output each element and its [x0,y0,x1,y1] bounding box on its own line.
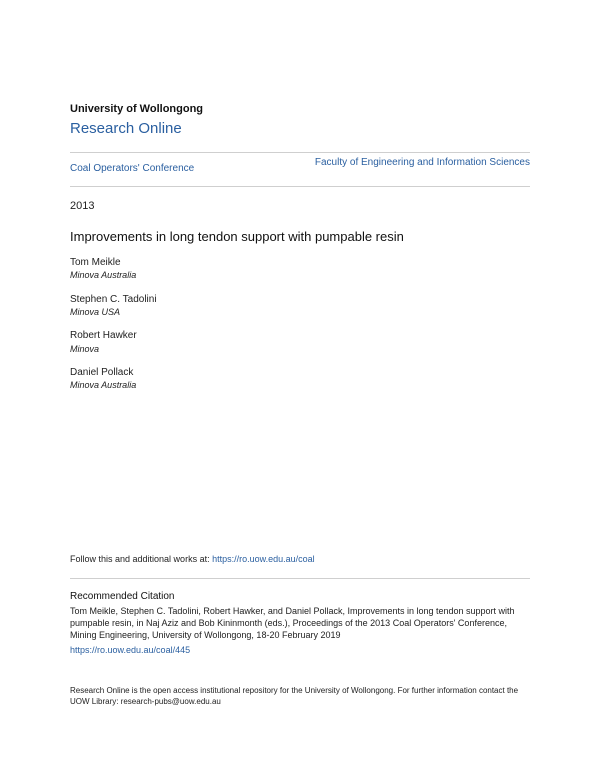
author-name: Daniel Pollack [70,367,134,378]
repository-footer: Research Online is the open access institutional repository for the University of Wollongong. For further information contact the UOW Library: research-pubs@uow.edu.au [70,686,519,706]
follow-link[interactable]: https://ro.uow.edu.au/coal [212,554,315,564]
publication-year: 2013 [70,200,95,212]
citation-link[interactable]: https://ro.uow.edu.au/coal/445 [70,645,191,655]
author-affiliation: Minova [70,344,100,354]
author-affiliation: Minova USA [70,307,121,317]
author-name: Tom Meikle [70,257,121,268]
author-name: Robert Hawker [70,330,137,341]
author-affiliation: Minova Australia [70,270,137,280]
divider-top [70,152,530,153]
follow-text: Follow this and additional works at: [70,554,213,564]
faculty-link[interactable]: Faculty of Engineering and Information Sciences [314,157,530,168]
citation-text: Tom Meikle, Stephen C. Tadolini, Robert Hawker, and Daniel Pollack, Improvements in long tendon support with pumpable resin, in Naj Aziz and Bob Kininmonth (eds.), Proceedings of the 2013 Coal Operators' Conference, Mining Engineering, University of Wollongong, 18-20 February 2019 [70,606,515,640]
series-link[interactable]: Coal Operators' Conference [70,163,195,174]
university-name: University of Wollongong [70,103,204,115]
follow-works [70,554,315,564]
author-name: Stephen C. Tadolini [70,294,157,305]
author-affiliation: Minova Australia [70,380,137,390]
research-online-link[interactable]: Research Online [70,120,182,137]
divider-meta [70,186,530,187]
divider-citation [70,578,530,579]
paper-title: Improvements in long tendon support with pumpable resin [70,229,404,244]
citation-heading: Recommended Citation [70,591,175,602]
